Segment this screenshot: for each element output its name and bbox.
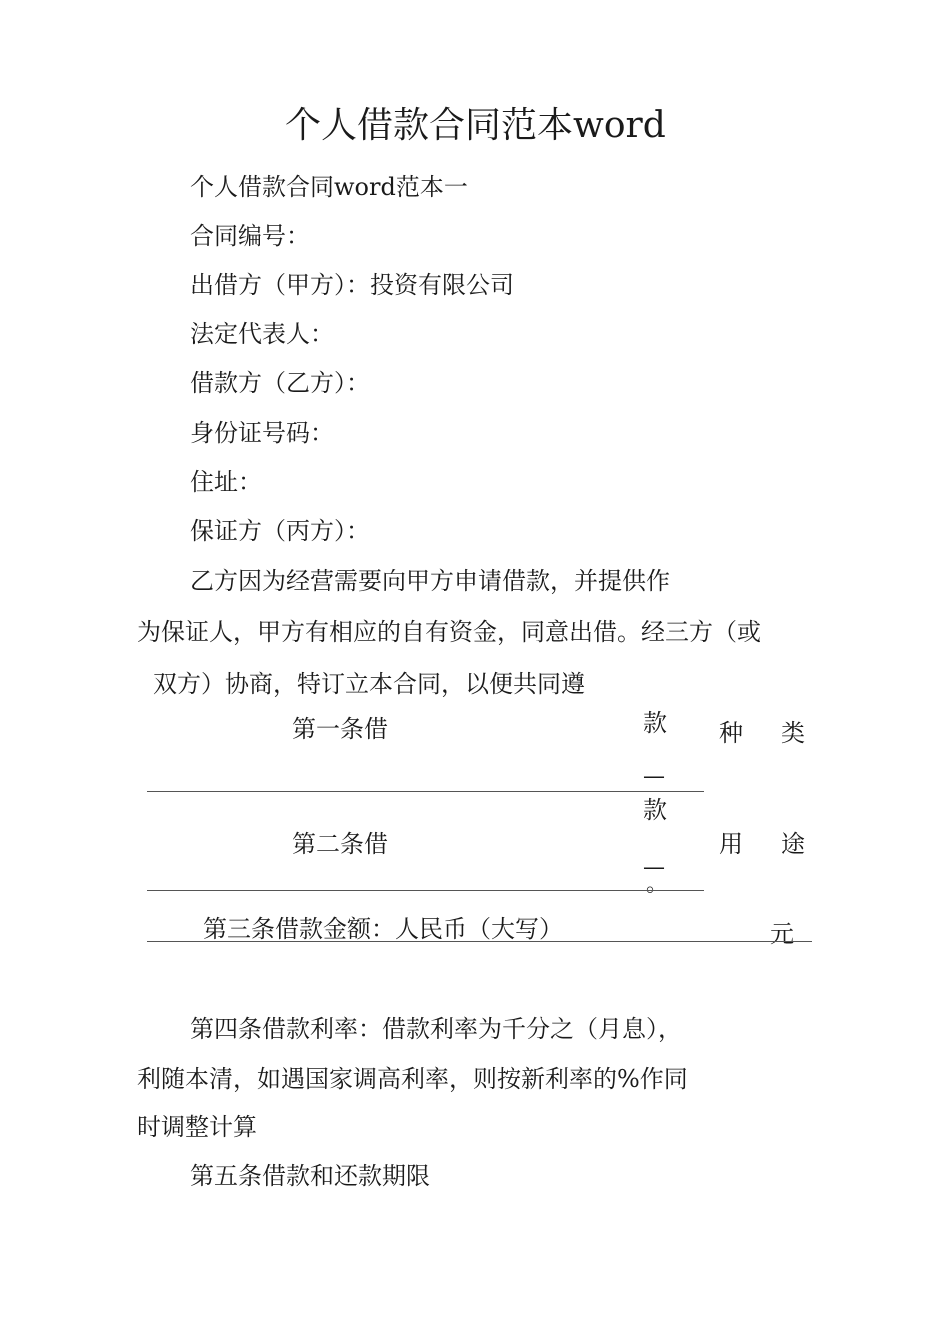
article-4-line-1: 第四条借款利率：借款利率为千分之（月息）， (190, 1015, 682, 1043)
article-2-underline (147, 890, 704, 891)
article-1-blank-dash: — (643, 764, 665, 789)
borrower-field: 借款方（乙方）： (190, 369, 370, 397)
article-5-title: 第五条借款和还款期限 (190, 1162, 430, 1190)
id-number-field: 身份证号码： (190, 419, 334, 447)
lender-field: 出借方（甲方）：投资有限公司 (190, 271, 514, 299)
intro-paragraph-line-1: 乙方因为经营需要向甲方申请借款，并提供作 (190, 567, 670, 595)
contract-number-field: 合同编号： (190, 222, 310, 250)
article-3-amount: 第三条借款金额：人民币（大写） (203, 915, 563, 943)
article-1-kuan: 款 (643, 709, 667, 737)
article-2-period: 。 (646, 872, 669, 897)
article-2-tu: 途 (781, 830, 805, 858)
address-field: 住址： (190, 468, 262, 496)
article-2-blank-dash: — (643, 855, 665, 880)
article-1-label: 第一条借 (292, 715, 388, 743)
article-1-lei: 类 (781, 719, 805, 747)
legal-representative-field: 法定代表人： (190, 320, 334, 348)
guarantor-field: 保证方（丙方）： (190, 517, 370, 545)
article-2-yong: 用 (719, 830, 743, 858)
document-subtitle: 个人借款合同word范本一 (190, 173, 468, 201)
article-2-kuan: 款 (643, 796, 667, 824)
intro-paragraph-line-2: 为保证人，甲方有相应的自有资金，同意出借。经三方（或 (137, 618, 761, 646)
article-2-label: 第二条借 (292, 830, 388, 858)
article-4-line-3: 时调整计算 (137, 1113, 257, 1141)
article-4-line-2: 利随本清，如遇国家调高利率，则按新利率的%作同 (137, 1065, 688, 1093)
article-1-underline (147, 791, 704, 792)
article-1-zhong: 种 (719, 719, 743, 747)
intro-paragraph-line-3: 双方）协商，特订立本合同，以便共同遵 (153, 670, 585, 698)
article-3-underline (147, 941, 812, 942)
document-title: 个人借款合同范本word (285, 105, 666, 146)
article-3-yuan: 元 (770, 920, 794, 948)
